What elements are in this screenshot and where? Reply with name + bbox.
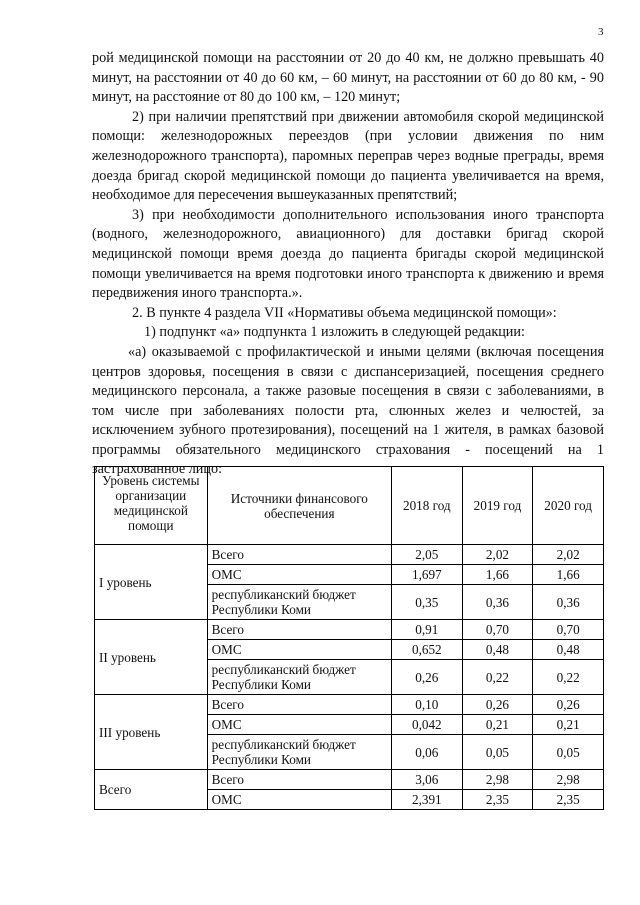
value-cell: 0,70	[533, 620, 604, 640]
norms-table	[94, 466, 604, 810]
value-cell: 0,22	[533, 660, 604, 695]
paragraph-continuation: рой медицинской помощи на расстоянии от 20 до 40 км, не должно превышать 40 минут, на расстоянии от 40 до 60 км, – 60 минут, на расстоянии от 60 до 80 км, - 90 минут, на расстояние от 80 до 100 км, – 120 минут;	[92, 50, 604, 106]
source-cell: ОМС	[207, 640, 391, 660]
value-cell: 0,10	[391, 695, 462, 715]
value-cell: 2,35	[533, 790, 604, 810]
value-cell: 1,66	[533, 565, 604, 585]
table-row	[95, 620, 604, 640]
value-cell: 0,70	[462, 620, 533, 640]
table-row	[95, 695, 604, 715]
source-cell: Всего	[207, 770, 391, 790]
level-cell: II уровень	[95, 620, 208, 695]
source-cell: Всего	[207, 545, 391, 565]
value-cell: 2,02	[533, 545, 604, 565]
value-cell: 0,26	[533, 695, 604, 715]
paragraph-subpoint-1: 1) подпункт «а» подпункта 1 изложить в следующей редакции:	[144, 324, 525, 341]
paragraph-item-3: 3) при необходимости дополнительного использования иного транспорта (водного, железнодорожного, авиационного) для доставки бригад скорой медицинской помощи время доезда до пациента бригады скорой медицинской помощи увеличивается на время подготовки иного транспорта к движению и время передвижения иного транспорта.».	[92, 206, 604, 302]
value-cell: 0,22	[462, 660, 533, 695]
level-cell: Всего	[95, 770, 208, 810]
source-cell: Всего	[207, 695, 391, 715]
source-cell: ОМС	[207, 790, 391, 810]
value-cell: 0,36	[462, 585, 533, 620]
table-row	[95, 545, 604, 565]
value-cell: 2,98	[462, 770, 533, 790]
table-header-row	[95, 467, 604, 545]
value-cell: 0,05	[533, 735, 604, 770]
value-cell: 0,21	[462, 715, 533, 735]
value-cell: 0,26	[462, 695, 533, 715]
header-2020: 2020 год	[533, 467, 604, 545]
value-cell: 0,21	[533, 715, 604, 735]
table-body	[95, 545, 604, 810]
page-number: 3	[598, 26, 604, 38]
source-cell: Всего	[207, 620, 391, 640]
value-cell: 0,48	[533, 640, 604, 660]
value-cell: 0,652	[391, 640, 462, 660]
value-cell: 2,98	[533, 770, 604, 790]
header-2019: 2019 год	[462, 467, 533, 545]
body-text	[92, 49, 604, 480]
source-cell: ОМС	[207, 565, 391, 585]
value-cell: 0,48	[462, 640, 533, 660]
source-cell: ОМС	[207, 715, 391, 735]
value-cell: 0,05	[462, 735, 533, 770]
value-cell: 2,02	[462, 545, 533, 565]
value-cell: 0,36	[533, 585, 604, 620]
value-cell: 1,66	[462, 565, 533, 585]
level-cell: I уровень	[95, 545, 208, 620]
paragraph-subpoint-a: «а) оказываемой с профилактической и иными целями (включая посещения центров здоровья, посещения в связи с диспансеризацией, посещения среднего медицинского персонала, а также разовые посещения в связи с заболеваниями, в том числе при заболеваниях полости рта, слюнных желез и челюстей, за исключением зубного протезирования), посещений на 1 жителя, в рамках базовой программы обязательного медицинского страхования - посещений на 1 застрахованное лицо:	[92, 343, 604, 478]
value-cell: 2,35	[462, 790, 533, 810]
paragraph-item-2: 2) при наличии препятствий при движении автомобиля скорой медицинской помощи: железнодорожных переездов (при условии движения по ним железнодорожного транспорта), паромных переправ через водные преграды, время доезда бригад скорой медицинской помощи до пациента увеличивается на время, необходимое для пересечения вышеуказанных препятствий;	[92, 108, 604, 204]
header-level: Уровень системы организации медицинской помощи	[95, 467, 208, 545]
value-cell: 0,06	[391, 735, 462, 770]
header-source: Источники финансового обеспечения	[207, 467, 391, 545]
header-2018: 2018 год	[391, 467, 462, 545]
value-cell: 0,35	[391, 585, 462, 620]
level-cell: III уровень	[95, 695, 208, 770]
value-cell: 2,05	[391, 545, 462, 565]
value-cell: 1,697	[391, 565, 462, 585]
value-cell: 0,91	[391, 620, 462, 640]
value-cell: 0,042	[391, 715, 462, 735]
source-cell: республиканский бюджет Республики Коми	[207, 735, 391, 770]
value-cell: 0,26	[391, 660, 462, 695]
source-cell: республиканский бюджет Республики Коми	[207, 660, 391, 695]
table-row	[95, 770, 604, 790]
value-cell: 2,391	[391, 790, 462, 810]
paragraph-point-2: 2. В пункте 4 раздела VII «Нормативы объема медицинской помощи»:	[132, 304, 557, 321]
source-cell: республиканский бюджет Республики Коми	[207, 585, 391, 620]
value-cell: 3,06	[391, 770, 462, 790]
